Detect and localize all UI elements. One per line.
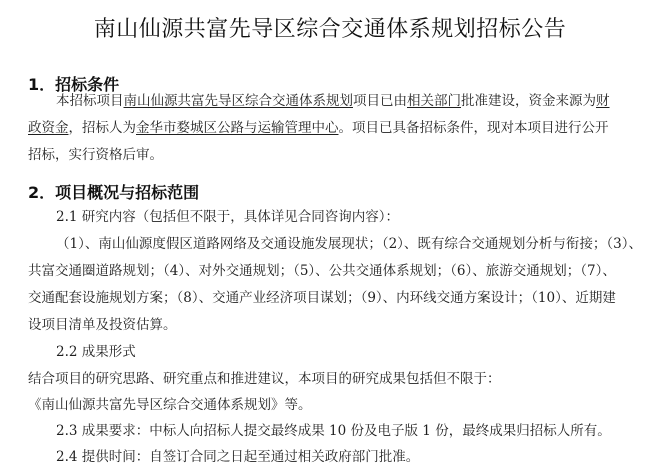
text: ，招标人为	[68, 120, 136, 136]
tenderer-name: 金华市婺城区公路与运输管理中心	[136, 120, 339, 136]
text: 批准建设，资金来源为	[461, 93, 596, 109]
section-1-line-1	[56, 91, 610, 111]
section-2-2-deliverable: 《南山仙源共富先导区综合交通体系规划》等。	[28, 397, 312, 413]
section-2-1-heading: 2.1 研究内容（包括但不限于，具体详见合同咨询内容）：	[56, 209, 400, 225]
text: 。项目已具备招标条件，现对本项目进行公开	[338, 120, 609, 136]
project-name: 南山仙源共富先导区综合交通体系规划	[123, 93, 353, 109]
research-content-line-4: 设项目清单及投资估算。	[28, 317, 177, 333]
section-2-3-text: 2.3 成果要求：中标人向招标人提交最终成果 10 份及电子版 1 份，最终成果归招标人所有。	[56, 423, 611, 439]
section-2-2-text: 结合项目的研究思路、研究重点和推进建议，本项目的研究成果包括但不限于：	[28, 371, 501, 387]
approval-dept: 相关部门	[407, 93, 461, 109]
text: 本招标项目	[56, 93, 124, 109]
section-1-line-3: 招标，实行资格后审。	[28, 147, 163, 163]
section-2-2-heading: 2.2 成果形式	[56, 344, 136, 360]
page-title: 南山仙源共富先导区综合交通体系规划招标公告	[93, 17, 567, 42]
section-2-4-text: 2.4 提供时间：自签订合同之日起至通过相关政府部门批准。	[56, 449, 420, 465]
section-2-heading: 2．项目概况与招标范围	[28, 183, 200, 202]
section-1-heading: 1．招标条件	[28, 75, 120, 94]
research-content-line-1: （1）、南山仙源度假区道路网络及交通设施发展现状；（2）、既有综合交通规划分析与衔接；（3）、	[56, 236, 643, 252]
text: 项目已由	[353, 93, 407, 109]
research-content-line-3: 交通配套设施规划方案；（8）、交通产业经济项目谋划；（9）、内环线交通方案设计；（10）、近期建	[28, 290, 616, 306]
research-content-line-2: 共富交通圈道路规划；（4）、对外交通规划；（5）、公共交通体系规划；（6）、旅游交通规划；（7）、	[28, 263, 616, 279]
funding-source-part: 政资金	[28, 120, 69, 136]
funding-source-part: 财	[596, 93, 610, 109]
section-1-line-2	[28, 118, 609, 138]
